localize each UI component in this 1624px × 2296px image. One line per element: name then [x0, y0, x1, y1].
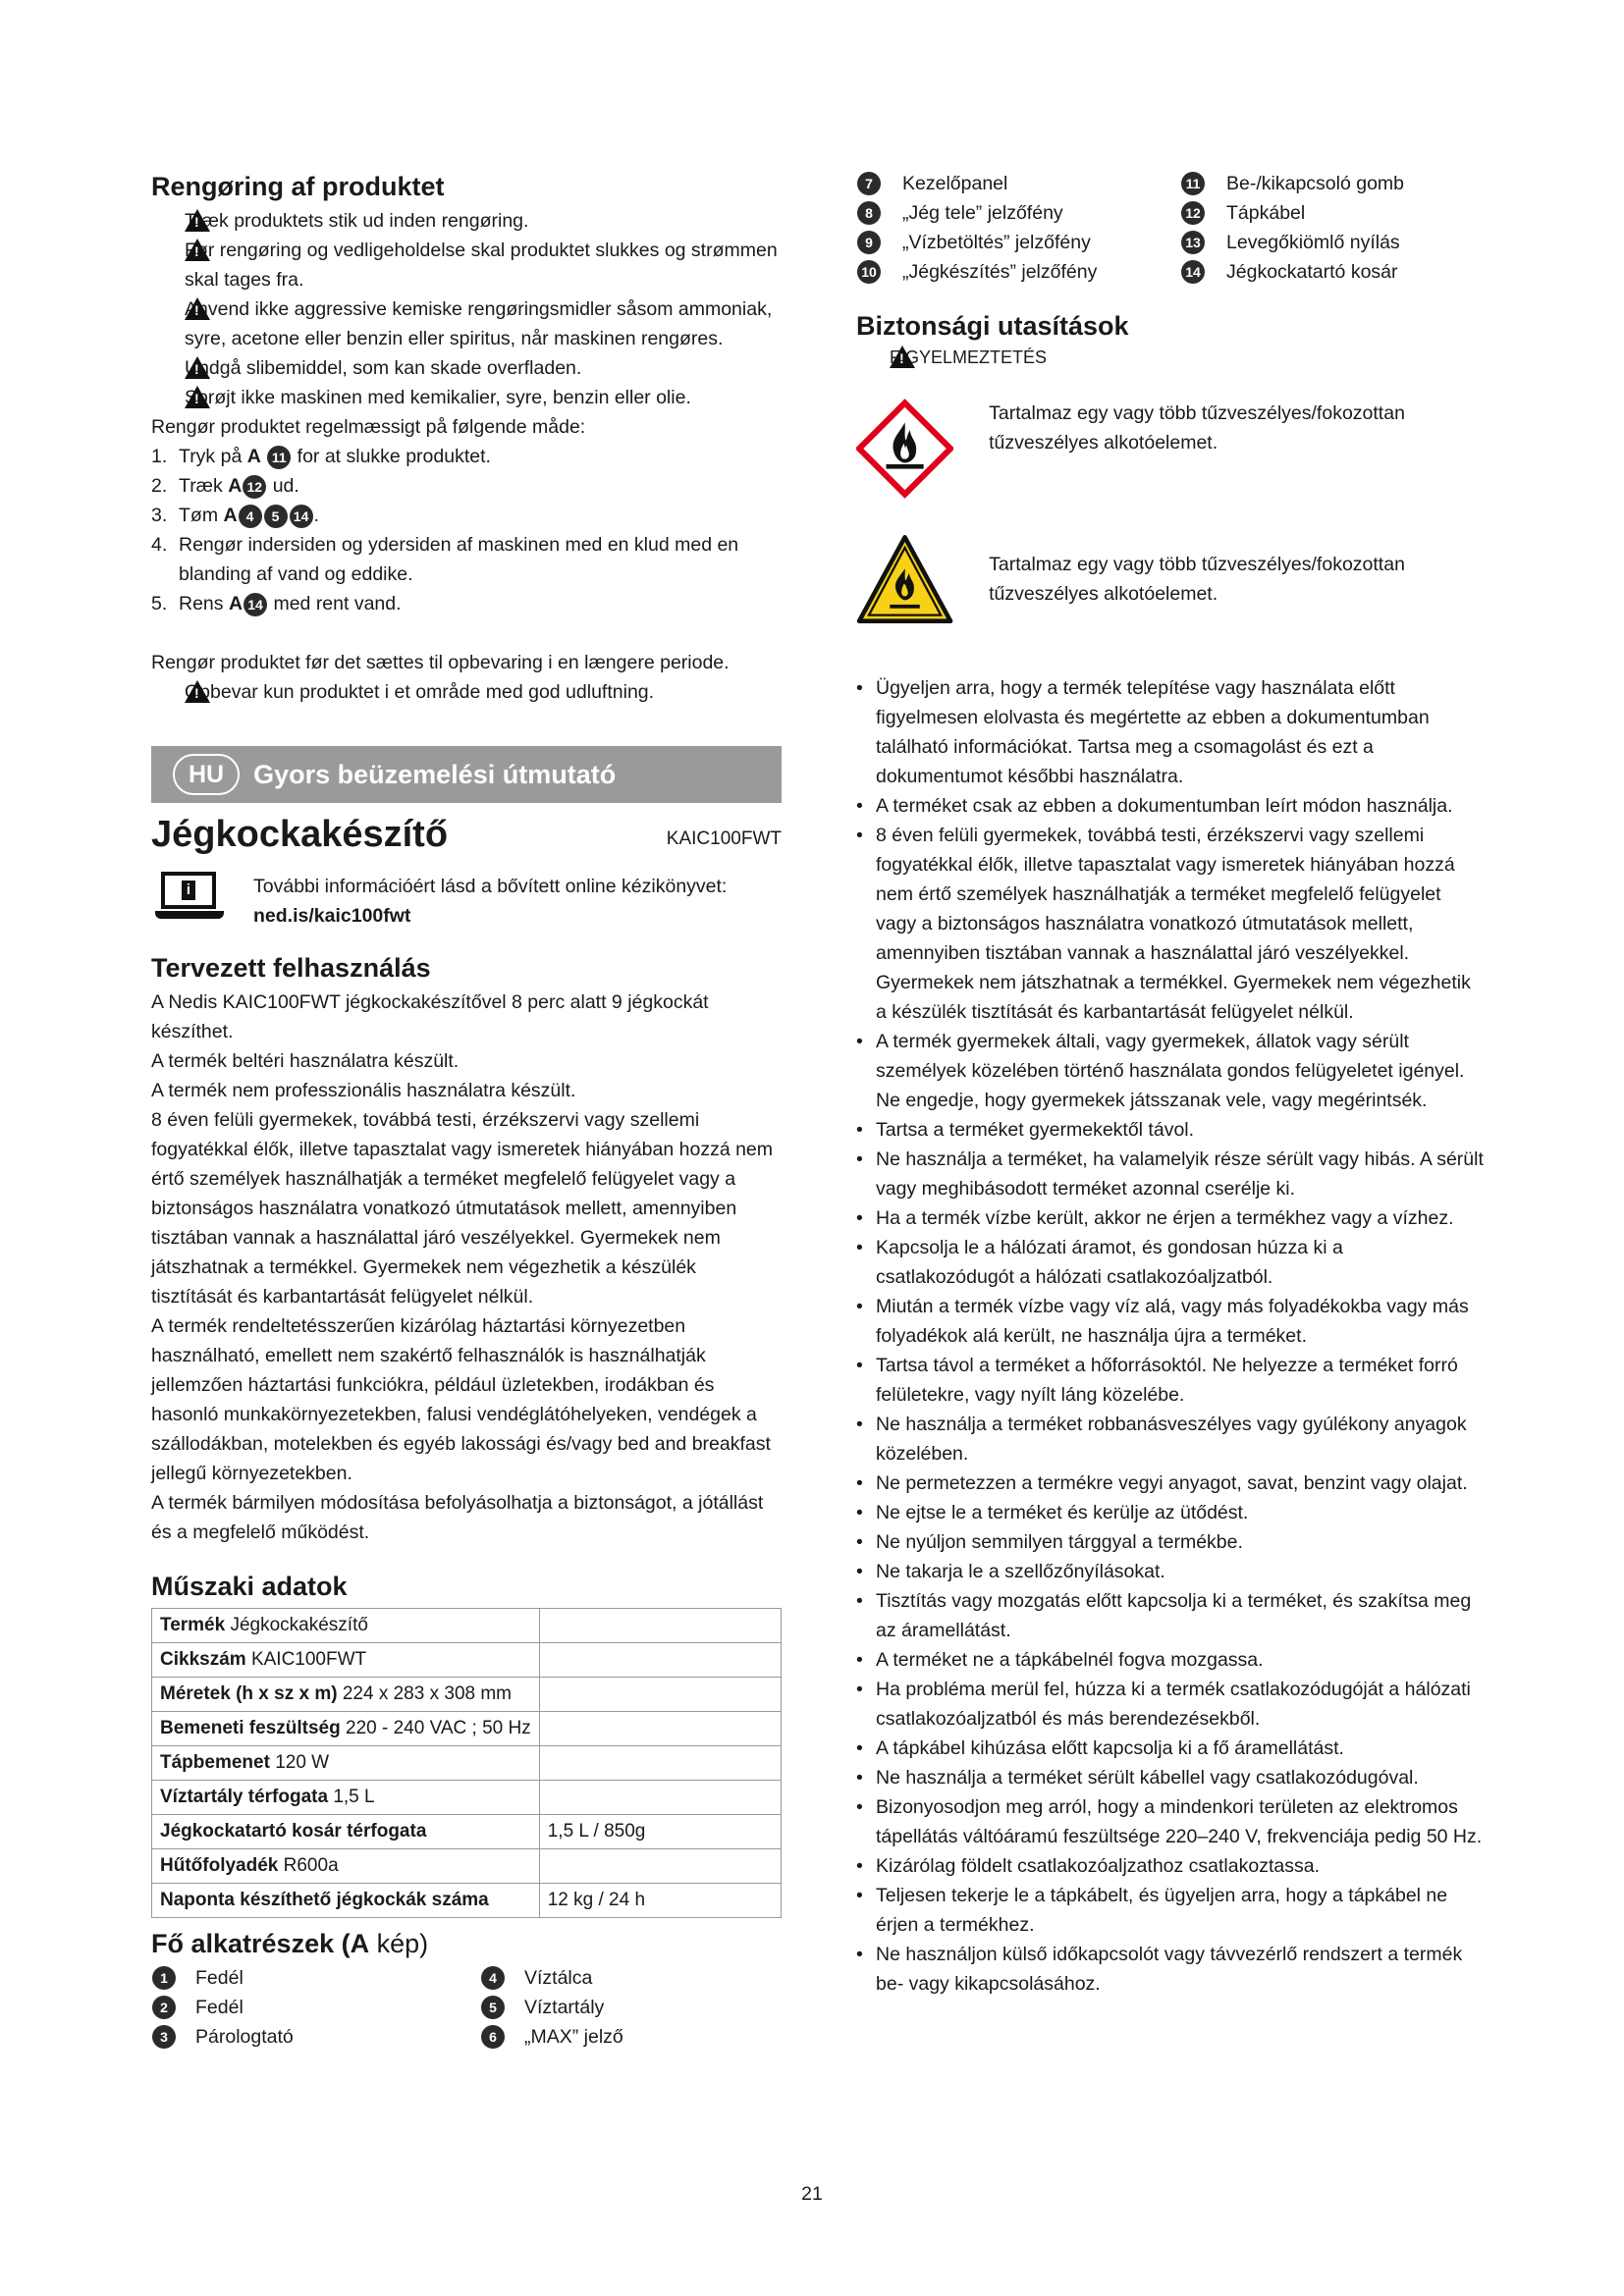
part-number-icon: 14	[290, 505, 313, 528]
list-item: • Ne használja a terméket robbanásveszélyes vagy gyúlékony anyagok közelében.	[856, 1410, 1485, 1468]
list-item: • A tápkábel kihúzása előtt kapcsolja ki a fő áramellátást.	[856, 1734, 1485, 1763]
list-item: • Ne használja a terméket, ha valamelyik része sérült vagy hibás. A sérült vagy meghibásodott terméket azonnal cserélje ki.	[856, 1145, 1485, 1203]
part-number-icon: 9	[857, 231, 881, 254]
part-number-icon: 12	[1181, 201, 1205, 225]
part-number-icon: 6	[481, 2025, 505, 2049]
step-item: 1. Tryk på A 11 for at slukke produktet.	[151, 446, 491, 467]
list-item: 9 „Vízbetöltés” jelzőfény	[856, 228, 1180, 257]
flammable-warning-row	[856, 520, 1485, 638]
part-number-icon: 11	[1181, 172, 1205, 195]
list-item: 2 Fedél	[151, 1993, 480, 2022]
list-item: 6 „MAX” jelző	[480, 2022, 775, 2052]
storage-text: Rengør produktet før det sættes til opbevaring i en længere periode.	[151, 652, 730, 673]
list-item: • Tartsa a terméket gyermekektől távol.	[856, 1115, 1485, 1145]
left-column	[151, 169, 782, 2052]
cleaning-warning: ! Sprøjt ikke maskinen med kemikalier, syre, benzin eller olie.	[151, 383, 782, 412]
list-item: 5 Víztartály	[480, 1993, 775, 2022]
table-row: Bemeneti feszültség 220 - 240 VAC ; 50 Hz	[152, 1712, 782, 1746]
storage-warning: ! Opbevar kun produktet i et område med god udluftning.	[151, 677, 782, 707]
table-row: Tápbemenet 120 W	[152, 1746, 782, 1781]
list-item: 10 „Jégkészítés” jelzőfény	[856, 257, 1180, 287]
warning-icon	[890, 346, 915, 368]
list-item: • Ne használja a terméket sérült kábellel vagy csatlakozódugóval.	[856, 1763, 1485, 1792]
right-column	[856, 169, 1485, 1999]
intended-use-title: Tervezett felhasználás	[151, 953, 431, 983]
list-item: 8 „Jég tele” jelzőfény	[856, 198, 1180, 228]
specs-table	[151, 1608, 782, 1918]
part-number-icon: 10	[857, 260, 881, 284]
part-number-icon: 2	[152, 1996, 176, 2019]
step-item: 3. Tøm A 4 5 14 .	[151, 505, 319, 526]
intended-use-text: A Nedis KAIC100FWT jégkockakészítővel 8 perc alatt 9 jégkockát készíthet. A termék beltéri használatra készült. A termék nem professzionális használatra készült. 8 éven felüli gyermekek, továbbá testi, érzékszervi vagy szellemi fogyatékkal élők, illetve tapasztalat vagy ismeretek hiányában hozzá nem értő személyek használhatják a terméket megfelelő felügyelet vagy a biztonságos használatra vonatkozó útmutatások mellett, amennyiben tisztában vannak a használattal járó veszélyekkel. Gyermekek nem játszhatnak a termékkel. Gyermekek nem végezhetik a készülék tisztítását és karbantartását felügyelet nélkül. A termék rendeltetésszerűen kizárólag háztartási környezetben használható, emellett nem szakértő felhasználók is használhatják jellemzően háztartási funkciókra, például üzletekben, irodákban és hasonló munkakörnyezetekben, falusi vendéglátóhelyeken, vendégek a szállodákban, motelekben és egyéb lakossági és/vagy bed and breakfast jellegű környezetekben. A termék bármilyen módosítása befolyásolhatja a biztonságot, a jótállást és a megfelelő működést.	[151, 991, 774, 1543]
part-number-icon: 12	[243, 475, 266, 499]
table-row: Víztartály térfogata 1,5 L	[152, 1781, 782, 1815]
table-row: Méretek (h x sz x m) 224 x 283 x 308 mm	[152, 1678, 782, 1712]
list-item: • Kapcsolja le a hálózati áramot, és gondosan húzza ki a csatlakozódugót a hálózati csatlakozóaljzatból.	[856, 1233, 1485, 1292]
banner-title: Gyors beüzemelési útmutató	[253, 759, 617, 789]
warning-icon	[185, 239, 210, 261]
table-row: Termék Jégkockakészítő	[152, 1609, 782, 1643]
cleaning-warning: ! Træk produktets stik ud inden rengøring.	[151, 206, 782, 236]
table-row: Naponta készíthető jégkockák száma 12 kg / 24 h	[152, 1884, 782, 1918]
part-number-icon: 14	[244, 593, 267, 616]
list-item: • Ne permetezzen a termékre vegyi anyagot, savat, benzint vagy olajat.	[856, 1468, 1485, 1498]
part-number-icon: 5	[481, 1996, 505, 2019]
step-item: 5. Rens A 14 med rent vand.	[151, 593, 402, 614]
part-number-icon: 7	[857, 172, 881, 195]
list-item: • 8 éven felüli gyermekek, továbbá testi, érzékszervi vagy szellemi fogyatékkal élők, illetve tapasztalat vagy ismeretek hiányában hozzá nem értő személyek használhatják a terméket megfelelő felügyelet vagy a biztonságos használatra vonatkozó útmutatások mellett, amennyiben tisztában vannak a használattal járó veszélyekkel. Gyermekek nem játszhatnak a termékkel. Gyermekek nem végezhetik a készülék tisztítását és karbantartását felügyelet nélkül.	[856, 821, 1485, 1027]
list-item: • Miután a termék vízbe vagy víz alá, vagy más folyadékokba vagy más folyadékok alá került, ne használja újra a terméket.	[856, 1292, 1485, 1351]
step-item: 2. Træk A 12 ud.	[151, 475, 299, 497]
cleaning-title: Rengøring af produktet	[151, 172, 445, 201]
list-item: • A terméket csak az ebben a dokumentumban leírt módon használja.	[856, 791, 1485, 821]
cleaning-warning: ! Anvend ikke aggressive kemiske rengøringsmidler såsom ammoniak, syre, acetone eller benzin eller spiritus, når maskinen rengøres.	[151, 294, 782, 353]
list-item: 3 Párologtató	[151, 2022, 480, 2052]
list-item: 7 Kezelőpanel	[856, 169, 1180, 198]
list-item: 12 Tápkábel	[1180, 198, 1485, 228]
list-item: • Bizonyosodjon meg arról, hogy a mindenkori területen az elektromos tápellátás váltóáramú feszültsége 220–240 V, frekvenciája pedig 50 Hz.	[856, 1792, 1485, 1851]
ghs-text: Tartalmaz egy vagy több tűzveszélyes/fokozottan tűzveszélyes alkotóelemet.	[989, 402, 1405, 454]
flammable-text: Tartalmaz egy vagy több tűzveszélyes/fokozottan tűzveszélyes alkotóelemet.	[989, 554, 1405, 605]
part-number-icon: 1	[152, 1966, 176, 1990]
table-row: Jégkockatartó kosár térfogata 1,5 L / 850g	[152, 1815, 782, 1849]
flammable-warning-icon	[856, 520, 953, 638]
list-item: • Teljesen tekerje le a tápkábelt, és ügyeljen arra, hogy a tápkábel ne érjen a termékhez.	[856, 1881, 1485, 1940]
part-number-icon: 4	[239, 505, 262, 528]
list-item: • Tisztítás vagy mozgatás előtt kapcsolja ki a terméket, és szakítsa meg az áramellátást.	[856, 1586, 1485, 1645]
cleaning-warning: ! Før rengøring og vedligeholdelse skal produktet slukkes og strømmen skal tages fra.	[151, 236, 782, 294]
part-number-icon: 13	[1181, 231, 1205, 254]
online-manual-note	[151, 872, 782, 931]
warning-icon	[185, 386, 210, 408]
part-number-icon: 5	[264, 505, 288, 528]
cleaning-warning: ! Undgå slibemiddel, som kan skade overfladen.	[151, 353, 782, 383]
cleaning-intro: Rengør produktet regelmæssigt på følgende måde:	[151, 416, 586, 438]
model-number: KAIC100FWT	[666, 828, 782, 849]
warning-icon	[185, 356, 210, 379]
warning-icon	[185, 680, 210, 703]
list-item: • Ne nyúljon semmilyen tárggyal a termékbe.	[856, 1527, 1485, 1557]
list-item: • Ha a termék vízbe került, akkor ne érjen a termékhez vagy a vízhez.	[856, 1203, 1485, 1233]
list-item: • Ügyeljen arra, hogy a termék telepítése vagy használata előtt figyelmesen elolvasta és megértette az ebben a dokumentumban található információkat. Tartsa meg a csomagolást és ezt a dokumentumot későbbi használatra.	[856, 673, 1485, 791]
language-banner	[151, 746, 782, 803]
list-item: • Ha probléma merül fel, húzza ki a termék csatlakozódugóját a hálózati csatlakozóaljzatból és más berendezésekből.	[856, 1675, 1485, 1734]
language-badge: HU	[173, 754, 240, 795]
cleaning-steps	[151, 442, 782, 618]
online-url[interactable]: ned.is/kaic100fwt	[253, 905, 411, 927]
specs-title: Műszaki adatok	[151, 1572, 348, 1601]
cleaning-section	[151, 206, 782, 707]
safety-title: Biztonsági utasítások	[856, 311, 1129, 341]
warning-icon	[185, 297, 210, 320]
list-item: • Tartsa távol a terméket a hőforrásoktól. Ne helyezze a terméket forró felületekre, vagy nyílt láng közelébe.	[856, 1351, 1485, 1410]
warning-label: ! FIGYELMEZTETÉS	[856, 346, 1485, 369]
ghs-flammable-icon	[856, 385, 953, 512]
list-item: • A terméket ne a tápkábelnél fogva mozgassa.	[856, 1645, 1485, 1675]
list-item: • Ne ejtse le a terméket és kerülje az ütődést.	[856, 1498, 1485, 1527]
list-item: • Ne használjon külső időkapcsolót vagy távvezérlő rendszert a termék be- vagy kikapcsolásához.	[856, 1940, 1485, 1999]
part-number-icon: 14	[1181, 260, 1205, 284]
parts-list	[151, 1963, 782, 2052]
list-item: • Kizárólag földelt csatlakozóaljzathoz csatlakoztassa.	[856, 1851, 1485, 1881]
parts-list-continued	[856, 169, 1485, 287]
list-item: 14 Jégkockatartó kosár	[1180, 257, 1485, 287]
safety-list	[856, 673, 1485, 1999]
table-row: Cikkszám KAIC100FWT	[152, 1643, 782, 1678]
table-row: Hűtőfolyadék R600a	[152, 1849, 782, 1884]
list-item: 4 Víztálca	[480, 1963, 775, 1993]
online-text: További információért lásd a bővített online kézikönyvet:	[253, 876, 728, 897]
list-item: • A termék gyermekek általi, vagy gyermekek, állatok vagy sérült személyek közelében történő használata gondos felügyeletet igényel. Ne engedje, hogy gyermekek játsszanak vele, vagy megérintsék.	[856, 1027, 1485, 1115]
list-item: 11 Be-/kikapcsoló gomb	[1180, 169, 1485, 198]
part-number-icon: 3	[152, 2025, 176, 2049]
warning-icon	[185, 209, 210, 232]
step-item: 4. Rengør indersiden og ydersiden af maskinen med en klud med en blanding af vand og eddike.	[151, 534, 739, 585]
list-item: • Ne takarja le a szellőzőnyílásokat.	[856, 1557, 1485, 1586]
page-number: 21	[801, 2183, 823, 2205]
part-number-icon: 4	[481, 1966, 505, 1990]
doc-title-row	[151, 811, 782, 858]
doc-title: Jégkockakészítő	[151, 814, 449, 855]
main-parts-title: Fő alkatrészek (A kép)	[151, 1929, 429, 1958]
laptop-info-icon: i	[155, 872, 224, 925]
ghs-flammable-row	[856, 385, 1485, 512]
part-number-icon: 8	[857, 201, 881, 225]
part-number-icon: 11	[267, 446, 291, 469]
list-item: 1 Fedél	[151, 1963, 480, 1993]
list-item: 13 Levegőkiömlő nyílás	[1180, 228, 1485, 257]
